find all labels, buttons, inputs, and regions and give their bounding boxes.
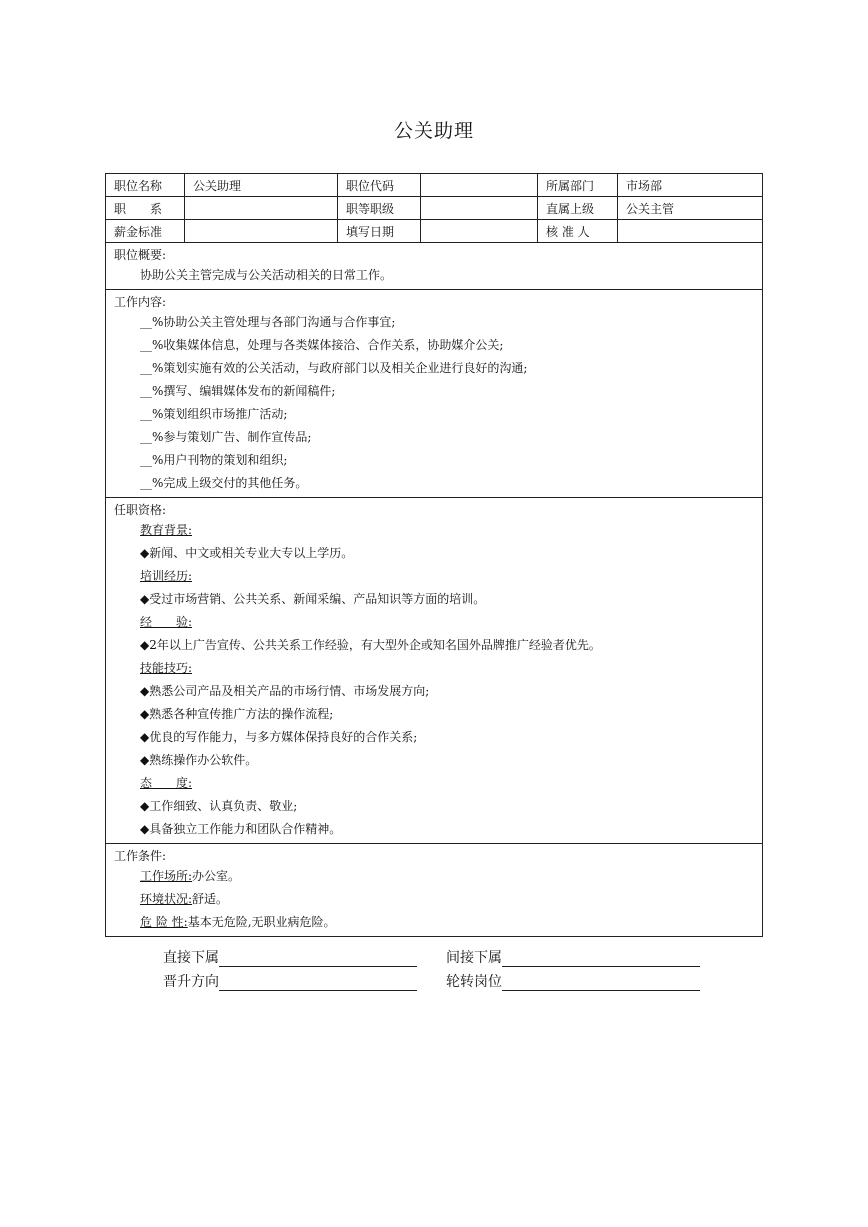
subordinates-row: [163, 943, 729, 967]
skills-title: 技能技巧:: [140, 661, 193, 675]
overview-section: [106, 243, 763, 290]
table-row: [106, 290, 763, 498]
promotion-path: [163, 971, 446, 991]
duty-item: __%策划组织市场推广活动;: [140, 407, 288, 421]
environment-value: 舒适。: [192, 892, 229, 906]
grade-value: [421, 197, 538, 220]
risk-value: 基本无危险,无职业病危险。: [187, 915, 336, 929]
overview-heading: 职位概要:: [114, 248, 167, 262]
attitude-item: ◆工作细致、认真负责、敬业;: [140, 799, 298, 813]
risk-line: [114, 911, 754, 934]
reporting-lines: [163, 943, 729, 991]
duty-item: __%撰写、编辑媒体发布的新闻稿件;: [140, 384, 336, 398]
indirect-subordinates-blank: [502, 950, 700, 967]
indirect-subordinates-label: 间接下属: [446, 950, 502, 966]
qualifications-section: [106, 498, 763, 844]
indirect-subordinates: [446, 947, 729, 967]
conditions-heading: 工作条件:: [114, 849, 167, 863]
job-family-value: [185, 197, 338, 220]
overview-text: 协助公关主管完成与公关活动相关的日常工作。: [140, 268, 393, 282]
training-title: 培训经历:: [140, 569, 193, 583]
environment-line: [114, 888, 754, 911]
position-name-value: 公关助理: [185, 174, 338, 197]
skill-item: ◆熟练操作办公软件。: [140, 753, 258, 767]
fill-date-label: 填写日期: [338, 220, 421, 243]
workplace-line: [114, 865, 754, 888]
conditions-section: [106, 844, 763, 937]
duty-item: __%用户刊物的策划和组织;: [140, 453, 288, 467]
experience-item: ◆2年以上广告宣传、公共关系工作经验，有大型外企或知名国外品牌推广经验者优先。: [140, 638, 601, 652]
table-row: [106, 844, 763, 937]
page-title: 公关助理: [393, 120, 474, 142]
duty-item: __%策划实施有效的公关活动，与政府部门以及相关企业进行良好的沟通;: [140, 361, 528, 375]
table-row: [106, 498, 763, 844]
approver-value: [618, 220, 763, 243]
duty-item: __%收集媒体信息，处理与各类媒体接洽、合作关系，协助媒介公关;: [140, 338, 504, 352]
department-value: 市场部: [618, 174, 763, 197]
fill-date-value: [421, 220, 538, 243]
environment-label: 环境状况:: [140, 892, 193, 906]
department-label: 所属部门: [538, 174, 618, 197]
workplace-value: 办公室。: [192, 869, 241, 883]
career-row: [163, 967, 729, 991]
attitude-item: ◆具备独立工作能力和团队合作精神。: [140, 822, 342, 836]
experience-title: 经 验:: [140, 615, 193, 629]
duty-item: __%参与策划广告、制作宣传品;: [140, 430, 312, 444]
direct-subordinates-label: 直接下属: [163, 950, 219, 966]
skill-item: ◆熟悉各种宣传推广方法的操作流程;: [140, 707, 334, 721]
salary-value: [185, 220, 338, 243]
duty-item: __%完成上级交付的其他任务。: [140, 476, 308, 490]
table-row: [106, 174, 763, 197]
promotion-blank: [219, 974, 417, 991]
grade-label: 职等职级: [338, 197, 421, 220]
education-item: ◆新闻、中文或相关专业大专以上学历。: [140, 546, 354, 560]
risk-label: 危 险 性:: [140, 915, 188, 929]
skill-item: ◆优良的写作能力，与多方媒体保持良好的合作关系;: [140, 730, 418, 744]
rotation-post: [446, 971, 729, 991]
job-description-table: [105, 173, 763, 937]
attitude-title: 态 度:: [140, 776, 193, 790]
skill-item: ◆熟悉公司产品及相关产品的市场行情、市场发展方向;: [140, 684, 430, 698]
training-item: ◆受过市场营销、公共关系、新闻采编、产品知识等方面的培训。: [140, 592, 486, 606]
duties-heading: 工作内容:: [114, 295, 167, 309]
supervisor-label: 直属上级: [538, 197, 618, 220]
approver-label: 核 准 人: [538, 220, 618, 243]
rotation-blank: [502, 974, 700, 991]
position-code-label: 职位代码: [338, 174, 421, 197]
position-name-label: 职位名称: [106, 174, 185, 197]
rotation-label: 轮转岗位: [446, 974, 502, 990]
duty-item: __%协助公关主管处理与各部门沟通与合作事宜;: [140, 315, 396, 329]
supervisor-value: 公关主管: [618, 197, 763, 220]
job-family-label: 职 系: [106, 197, 185, 220]
education-title: 教育背景:: [140, 523, 193, 537]
salary-label: 薪金标准: [106, 220, 185, 243]
table-row: [106, 197, 763, 220]
table-row: [106, 243, 763, 290]
position-code-value: [421, 174, 538, 197]
duties-section: [106, 290, 763, 498]
workplace-label: 工作场所:: [140, 869, 193, 883]
direct-subordinates-blank: [219, 950, 417, 967]
qualifications-heading: 任职资格:: [114, 503, 167, 517]
table-row: [106, 220, 763, 243]
direct-subordinates: [163, 947, 446, 967]
promotion-label: 晋升方向: [163, 974, 219, 990]
